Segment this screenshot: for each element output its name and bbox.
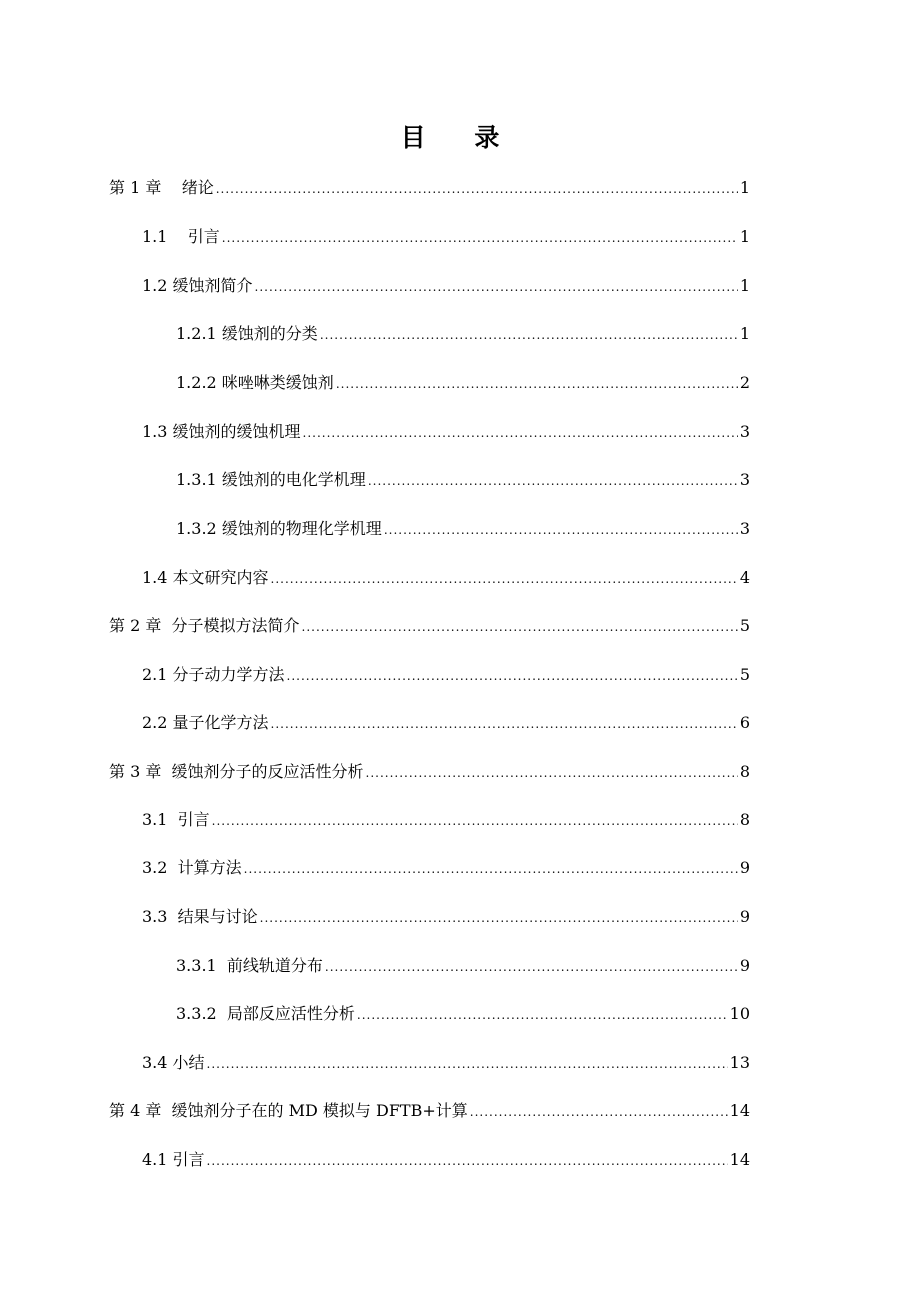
toc-entry-page: 14 — [729, 1101, 750, 1120]
toc-entry-label: 第 4 章 缓蚀剂分子在的 MD 模拟与 DFTB+计算 — [109, 1101, 468, 1120]
toc-entry-page: 3 — [739, 470, 750, 489]
toc-entry-label: 第 2 章 分子模拟方法简介 — [109, 616, 300, 635]
dot-leader — [470, 1100, 728, 1124]
toc-entry-page: 1 — [739, 324, 750, 343]
dot-leader — [325, 955, 738, 979]
toc-entry-label: 1.3.1 缓蚀剂的电化学机理 — [176, 470, 366, 489]
toc-entry-label: 3.2 计算方法 — [142, 858, 242, 877]
toc-entry-label: 1.2.2 咪唑啉类缓蚀剂 — [176, 373, 334, 392]
toc-entry-page: 5 — [739, 665, 750, 684]
dot-leader — [260, 906, 738, 930]
toc-entry[interactable] — [176, 371, 750, 395]
toc-entry[interactable] — [176, 1002, 750, 1026]
dot-leader — [384, 518, 738, 542]
toc-entry[interactable] — [142, 1148, 750, 1172]
toc-entry[interactable] — [142, 274, 750, 298]
toc-entry-page: 1 — [739, 178, 750, 197]
toc-entry-page: 8 — [739, 762, 750, 781]
toc-entry-page: 3 — [739, 519, 750, 538]
toc-entry-label: 第 3 章 缓蚀剂分子的反应活性分析 — [109, 762, 364, 781]
toc-entry-page: 10 — [729, 1004, 750, 1023]
toc-entry-page: 9 — [739, 907, 750, 926]
toc-entry[interactable] — [142, 808, 750, 832]
dot-leader — [357, 1003, 728, 1027]
toc-entry-page: 4 — [739, 568, 750, 587]
toc-entry[interactable] — [176, 322, 750, 346]
dot-leader — [320, 323, 738, 347]
toc-entry-label: 2.1 分子动力学方法 — [142, 665, 285, 684]
dot-leader — [303, 421, 738, 445]
toc-entry-page: 2 — [739, 373, 750, 392]
toc-entry[interactable] — [176, 468, 750, 492]
toc-entry[interactable] — [142, 856, 750, 880]
toc-entry-label: 3.3 结果与讨论 — [142, 907, 258, 926]
page-title: 目 录 — [400, 123, 520, 152]
dot-leader — [255, 275, 738, 299]
dot-leader — [212, 809, 738, 833]
dot-leader — [336, 372, 738, 396]
toc-entry-page: 1 — [739, 276, 750, 295]
toc-entry-page: 9 — [739, 858, 750, 877]
toc-entry[interactable] — [176, 954, 750, 978]
toc-entry-label: 3.3.1 前线轨道分布 — [176, 956, 323, 975]
dot-leader — [366, 761, 738, 785]
toc-entry[interactable] — [109, 1099, 750, 1123]
toc-entry[interactable] — [142, 711, 750, 735]
dot-leader — [216, 177, 738, 201]
toc-entry[interactable] — [142, 1051, 750, 1075]
toc-entry[interactable] — [142, 905, 750, 929]
dot-leader — [271, 712, 738, 736]
toc-entry-label: 2.2 量子化学方法 — [142, 713, 269, 732]
toc-entry-page: 1 — [739, 227, 750, 246]
dot-leader — [271, 567, 738, 591]
toc-entry-label: 1.1 引言 — [142, 227, 220, 246]
toc-entry-label: 3.1 引言 — [142, 810, 210, 829]
dot-leader — [368, 469, 738, 493]
toc-entry[interactable] — [176, 517, 750, 541]
dot-leader — [207, 1052, 728, 1076]
dot-leader — [207, 1149, 728, 1173]
dot-leader — [222, 226, 738, 250]
toc-entry[interactable] — [142, 663, 750, 687]
toc-entry-label: 第 1 章 绪论 — [109, 178, 214, 197]
toc-entry[interactable] — [142, 566, 750, 590]
toc-entry[interactable] — [142, 420, 750, 444]
toc-entry[interactable] — [109, 614, 750, 638]
toc-entry[interactable] — [109, 176, 750, 200]
toc-entry-page: 6 — [739, 713, 750, 732]
toc-entry[interactable] — [142, 225, 750, 249]
toc-entry[interactable] — [109, 760, 750, 784]
toc-entry-page: 8 — [739, 810, 750, 829]
toc-entry-page: 5 — [739, 616, 750, 635]
toc-entry-page: 14 — [729, 1150, 750, 1169]
toc-entry-label: 1.3 缓蚀剂的缓蚀机理 — [142, 422, 301, 441]
toc-entry-label: 1.3.2 缓蚀剂的物理化学机理 — [176, 519, 382, 538]
toc-entry-label: 3.3.2 局部反应活性分析 — [176, 1004, 355, 1023]
toc-entry-page: 3 — [739, 422, 750, 441]
toc-entry-label: 1.2 缓蚀剂简介 — [142, 276, 253, 295]
toc-entry-label: 3.4 小结 — [142, 1053, 205, 1072]
toc-entry-page: 9 — [739, 956, 750, 975]
toc-entry-page: 13 — [729, 1053, 750, 1072]
toc-entry-label: 1.4 本文研究内容 — [142, 568, 269, 587]
toc-entry-label: 4.1 引言 — [142, 1150, 205, 1169]
dot-leader — [302, 615, 738, 639]
toc-entry-label: 1.2.1 缓蚀剂的分类 — [176, 324, 318, 343]
dot-leader — [287, 664, 738, 688]
dot-leader — [244, 857, 738, 881]
